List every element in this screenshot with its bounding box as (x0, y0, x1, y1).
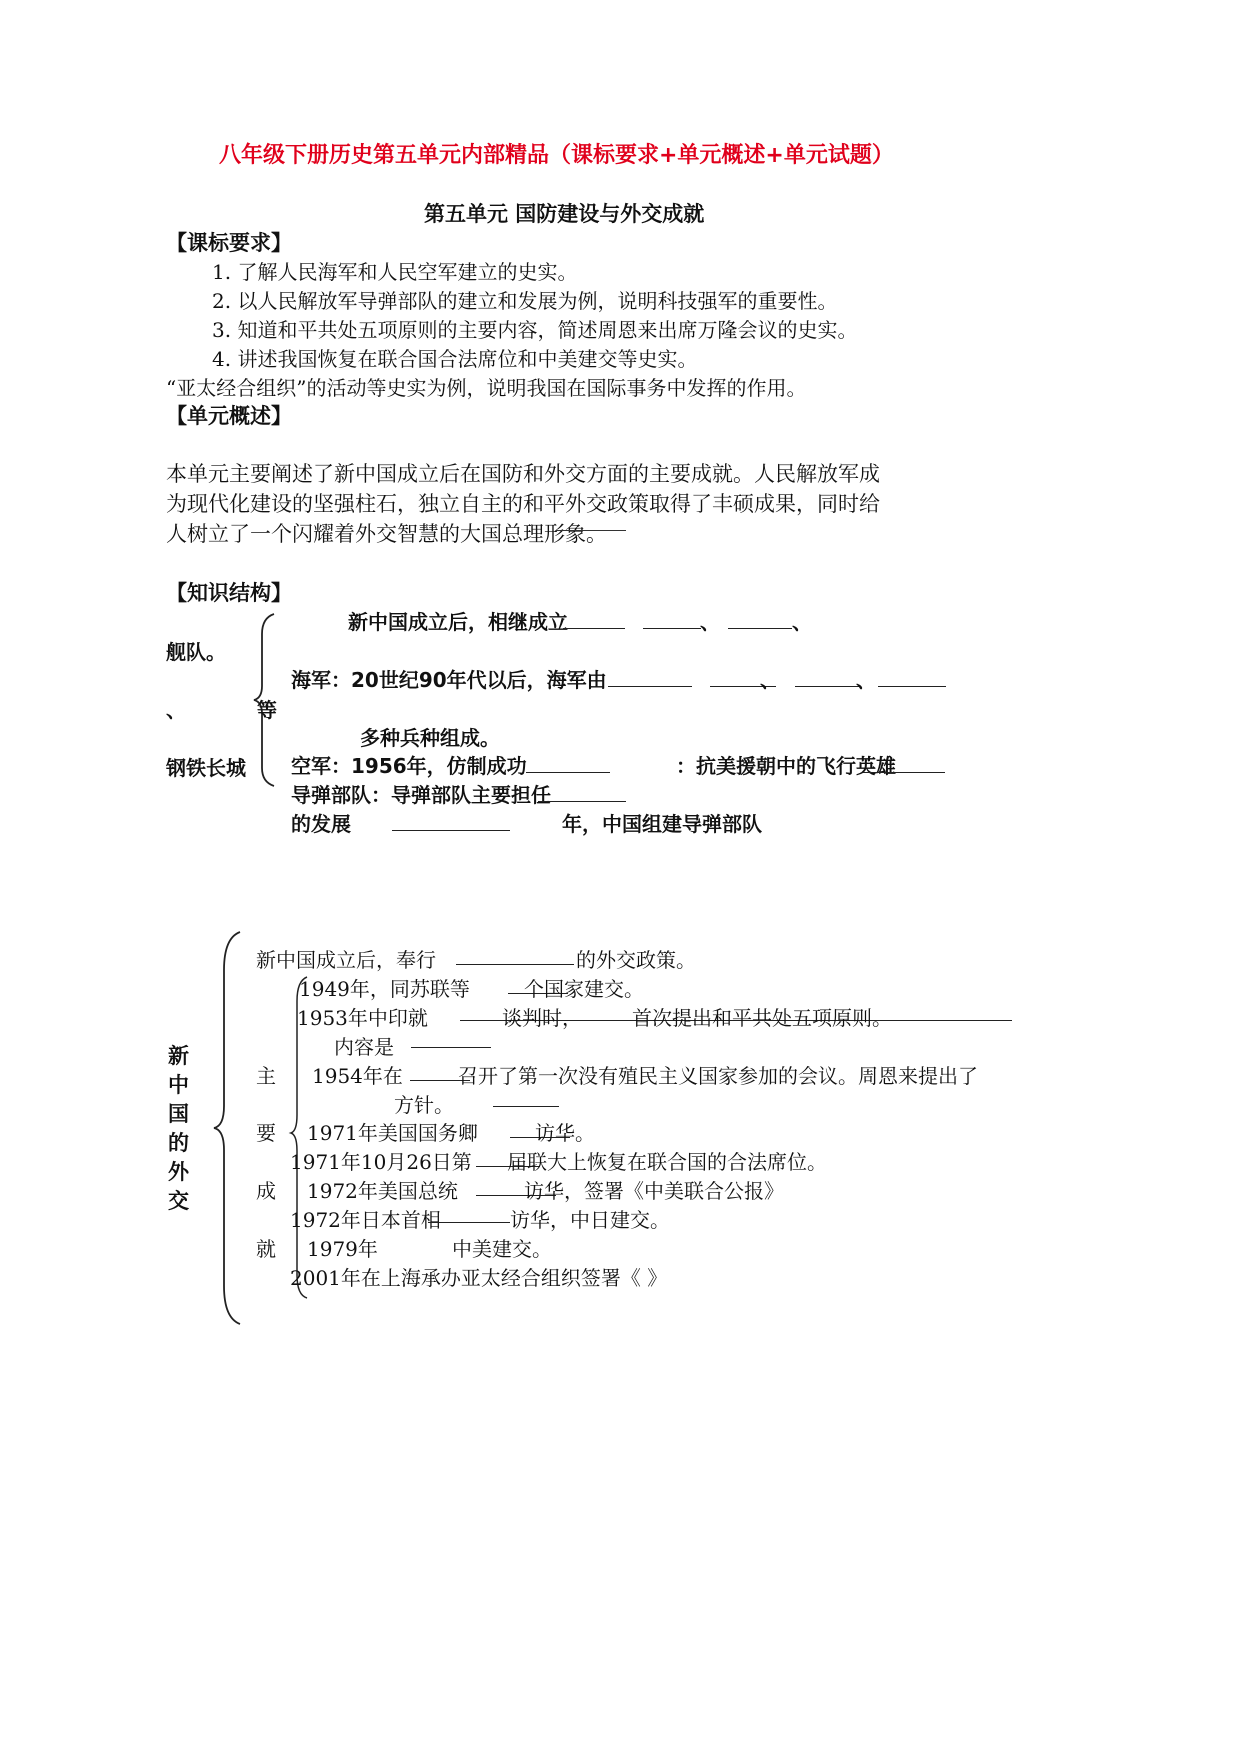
overview-line: 本单元主要阐述了新中国成立后在国防和外交方面的主要成就。人民解放军成 (166, 462, 880, 486)
air-force-hero: ：抗美援朝中的飞行英雄 (676, 754, 896, 778)
standard-item: 4. 讲述我国恢复在联合国合法席位和中美建交等史实。 (212, 347, 698, 371)
standard-item: 3. 知道和平共处五项原则的主要内容，简述周恩来出席万隆会议的史实。 (212, 318, 858, 342)
defense-left-label: 等 (257, 698, 277, 722)
diplomacy-side-label: 中 (168, 1073, 189, 1097)
line-1949-b: 个国家建交。 (524, 977, 644, 1001)
blank-line (392, 830, 510, 831)
line-1972b-b: 访华，中日建交。 (510, 1208, 670, 1232)
strike-mark (556, 530, 626, 531)
line-1972a-a: 1972年美国总统 (307, 1179, 458, 1203)
blank-line (538, 801, 626, 802)
blank-line (878, 686, 946, 687)
line-1954-a: 1954年在 (312, 1064, 403, 1088)
diplomacy-side-label: 交 (168, 1189, 189, 1213)
line-1979-a: 1979年 (307, 1237, 378, 1261)
defense-left-label: 舰队。 (166, 640, 226, 664)
standard-continuation: “亚太经合组织”的活动等史实为例，说明我国在国际事务中发挥的作用。 (166, 376, 807, 400)
blank-line (608, 686, 692, 687)
policy-line-b: 的外交政策。 (576, 948, 696, 972)
line-1971a-a: 1971年美国国务卿 (307, 1121, 478, 1145)
line-1971b-a: 1971年10月26日第 (290, 1150, 472, 1174)
standard-item: 2. 以人民解放军导弹部队的建立和发展为例，说明科技强军的重要性。 (212, 289, 838, 313)
separator: 、 (700, 610, 720, 634)
blank-line (526, 772, 610, 773)
diplomacy-side-label: 国 (168, 1102, 189, 1126)
defense-line-1: 新中国成立后，相继成立 (348, 610, 568, 634)
document-title: 八年级下册历史第五单元内部精品（课标要求+单元概述+单元试题） (219, 143, 894, 168)
navy-line: 海军：20世纪90年代以后，海军由 (291, 668, 607, 692)
defense-left-label: 、 (166, 698, 186, 722)
achievements-label: 成 (256, 1179, 276, 1203)
missile-year: 年，中国组建导弹部队 (562, 812, 762, 836)
structure-heading: 【知识结构】 (166, 581, 292, 605)
achievements-label: 主 (256, 1064, 276, 1088)
standard-item: 1. 了解人民海军和人民空军建立的史实。 (212, 260, 578, 284)
blank-line (643, 628, 701, 629)
blank-line (795, 686, 859, 687)
fangzhen-line: 方针。 (394, 1093, 454, 1117)
blank-line (428, 1222, 510, 1223)
line-1954-b: 召开了第一次没有殖民主义国家参加的会议。周恩来提出了 (458, 1064, 978, 1088)
achievements-label: 要 (256, 1121, 276, 1145)
air-force-line: 空军：1956年，仿制成功 (291, 754, 527, 778)
overview-line: 人树立了一个闪耀着外交智慧的大国总理形象。 (166, 522, 607, 546)
diplomacy-side-label: 新 (168, 1044, 189, 1068)
diplomacy-brace (212, 930, 244, 1326)
navy-continuation: 多种兵种组成。 (360, 726, 500, 750)
blank-line (728, 628, 792, 629)
blank-line (563, 628, 625, 629)
content-line: 内容是 (334, 1035, 394, 1059)
line-1949-a: 1949年，同苏联等 (299, 977, 470, 1001)
line-1953-c: 首次提出和平共处五项原则。 (632, 1006, 892, 1030)
overview-heading: 【单元概述】 (166, 404, 292, 428)
line-1971b-b: 届联大上恢复在联合国的合法席位。 (507, 1150, 827, 1174)
diplomacy-side-label: 的 (168, 1131, 189, 1155)
defense-left-label: 钢铁长城 (166, 756, 246, 780)
separator: 、 (856, 668, 876, 692)
line-1972b-a: 1972年日本首相 (290, 1208, 441, 1232)
overview-line: 为现代化建设的坚强柱石，独立自主的和平外交政策取得了丰硕成果，同时给 (166, 492, 880, 516)
missile-line: 导弹部队：导弹部队主要担任 (291, 783, 551, 807)
line-1971a-b: 访华。 (535, 1121, 595, 1145)
blank-line (493, 1106, 559, 1107)
separator: 、 (792, 610, 812, 634)
line-1979-b: 中美建交。 (452, 1237, 552, 1261)
standards-heading: 【课标要求】 (166, 231, 292, 255)
diplomacy-side-label: 外 (168, 1160, 189, 1184)
missile-development: 的发展 (291, 812, 351, 836)
blank-line (411, 1047, 491, 1048)
separator: 、 (760, 668, 780, 692)
achievements-label: 就 (256, 1237, 276, 1261)
blank-line (863, 772, 945, 773)
unit-title: 第五单元 国防建设与外交成就 (424, 202, 705, 226)
policy-line-a: 新中国成立后，奉行 (256, 948, 436, 972)
line-2001: 2001年在上海承办亚太经合组织签署《 》 (290, 1266, 668, 1290)
line-1953-b: 谈判时， (502, 1006, 582, 1030)
blank-line (456, 964, 574, 965)
line-1972a-b: 访华，签署《中美联合公报》 (524, 1179, 784, 1203)
line-1953-a: 1953年中印就 (297, 1006, 428, 1030)
